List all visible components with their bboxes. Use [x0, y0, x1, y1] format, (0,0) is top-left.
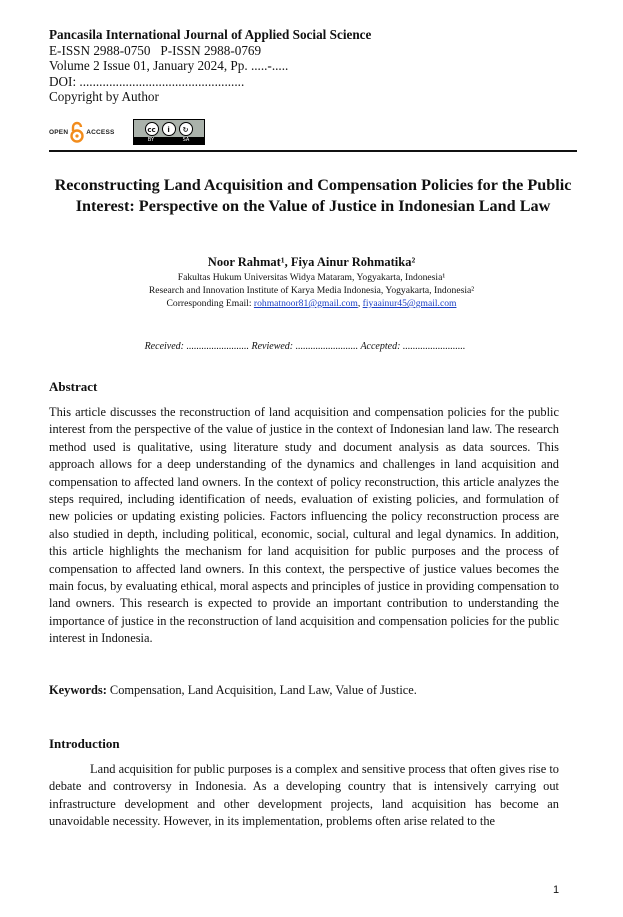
header-divider — [49, 150, 577, 152]
email-separator: , — [357, 298, 363, 309]
abstract-text: This article discusses the reconstruction of land acquisition and compensation policies for the public interest from the perspective of the value of justice in the context of Indonesian land law. The research method used is qualitative, using literature study and document analysis as data sources. This approach allows for a deep understanding of the dynamics and challenges in land acquisition and compensation to affected land owners. In the context of policy reconstruction, this article analyzes the steps required, including identification of needs, evaluation of existing policies, and formulation of new policies or updating existing policies. Factors influencing the policy reconstruction process are also studied in depth, including political, economic, social, cultural and legal dynamics. In addition, this article highlights the mechanism for land acquisition for public purposes and the process of compensation to affected land owners. In this context, the perspective of justice values becomes the main focus, by evaluating ethical, moral aspects and principles of justice in providing compensation to land owners. This research is expected to provide an important contribution to understanding the importance of justice in the reconstruction of land acquisition and compensation policies for the public interest in Indonesia. — [49, 405, 559, 646]
affiliation-2: Research and Innovation Institute of Karya Media Indonesia, Yogyakarta, Indonesia² — [148, 285, 475, 296]
abstract-heading: Abstract — [49, 379, 98, 394]
keywords-label: Keywords: — [49, 683, 107, 697]
attribution-icon: i — [162, 122, 176, 136]
affiliation-1: Fakultas Hukum Universitas Widya Mataram, Yogyakarta, Indonesia¹ — [177, 272, 446, 283]
access-label: ACCESS — [86, 128, 115, 136]
copyright-line: Copyright by Author — [49, 89, 159, 105]
journal-header — [49, 27, 371, 105]
author-list: Noor Rahmat¹, Fiya Ainur Rohmatika² — [207, 255, 416, 269]
introduction-text: Land acquisition for public purposes is a complex and sensitive process that often gives rise to debate and controversy in Indonesia. As a developing country that is intensively carrying out infrastructure development and other development projects, land acquisition has become an unavoidable necessity. However, in its implementation, problems often arise related to the — [49, 762, 559, 829]
keywords-text: Compensation, Land Acquisition, Land Law, Value of Justice. — [106, 683, 417, 697]
paper-title: Reconstructing Land Acquisition and Compensation Policies for the Public Interest: Perspective on the Value of Justice in Indonesian Land Law — [54, 176, 572, 215]
cc-icon: cc — [145, 122, 159, 136]
issn-line: E-ISSN 2988-0750 P-ISSN 2988-0769 — [49, 42, 262, 58]
keywords — [49, 683, 417, 698]
open-lock-icon — [70, 121, 84, 143]
cc-by-sa-badge[interactable] — [133, 119, 205, 145]
open-access-logo[interactable] — [49, 121, 115, 143]
volume-line: Volume 2 Issue 01, January 2024, Pp. .....-..... — [49, 58, 289, 74]
cc-by-label: BY — [147, 137, 155, 143]
introduction-heading: Introduction — [49, 736, 120, 751]
email-link-1[interactable]: rohmatnoor81@gmail.com — [253, 298, 358, 309]
open-label: OPEN — [49, 128, 69, 136]
cc-sa-label: SA — [182, 137, 190, 143]
corresponding-label: Corresponding Email: — [166, 298, 254, 309]
corresponding-email — [0, 298, 623, 310]
page-number: 1 — [553, 884, 560, 896]
license-badges — [49, 117, 205, 147]
doi-line: DOI: .................................................. — [49, 73, 245, 89]
share-alike-icon: ↻ — [179, 122, 193, 136]
submission-dates: Received: ......................... Reviewed: ......................... Accepted: ......................... — [144, 341, 466, 352]
email-link-2[interactable]: fiyaainur45@gmail.com — [362, 298, 457, 309]
journal-title: Pancasila International Journal of Applied Social Science — [49, 27, 372, 42]
